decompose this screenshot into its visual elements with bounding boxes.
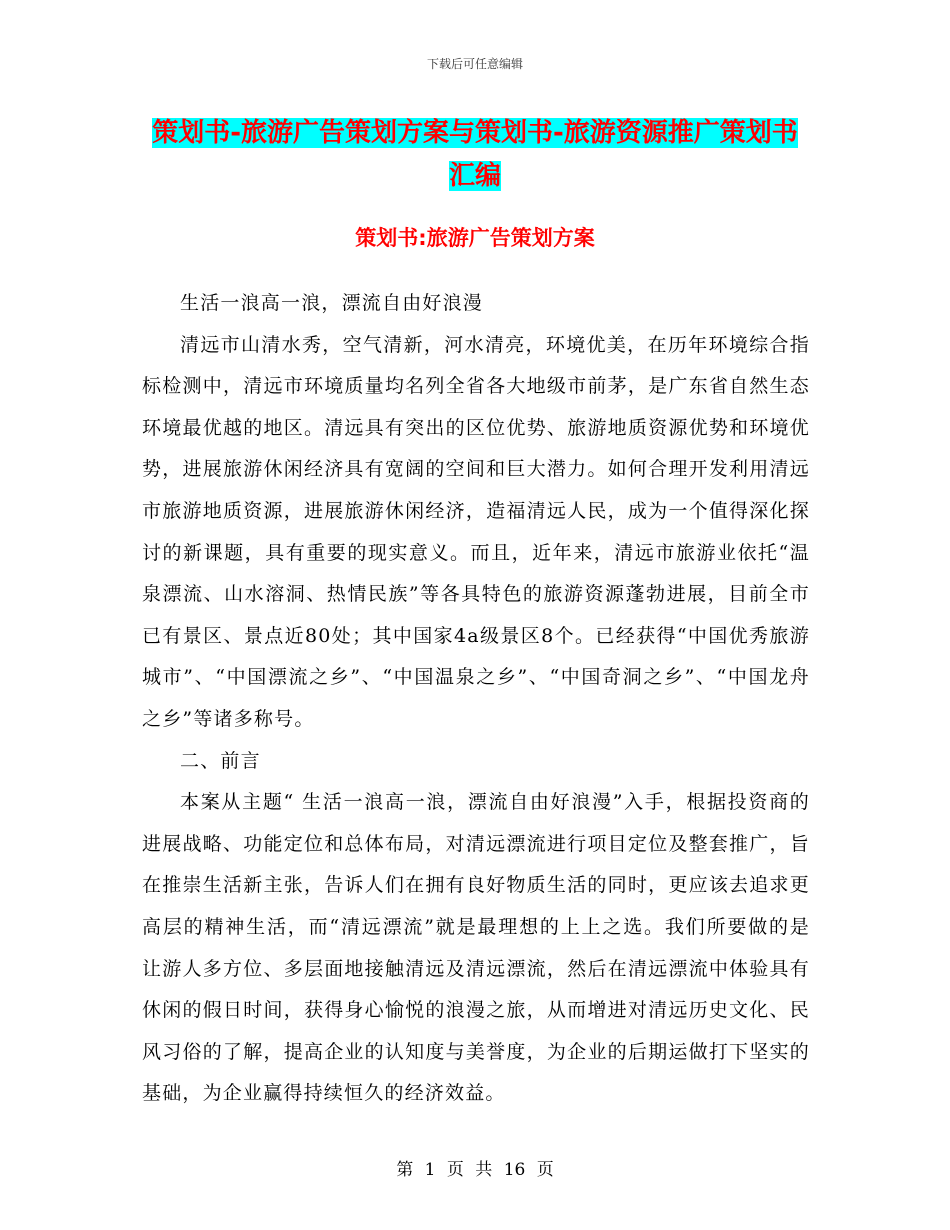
page-header-note: 下载后可任意编辑 bbox=[426, 57, 523, 71]
document-body bbox=[142, 283, 810, 1115]
paragraph-heading-preface: 二、前言 bbox=[180, 749, 261, 772]
paragraph-slogan: 生活一浪高一浪，漂流自由好浪漫 bbox=[180, 292, 484, 314]
paragraph-preface: 本案从主题“ 生活一浪高一浪，漂流自由好浪漫”入手，根据投资商的进展战略、功能定位和总体布局，对清远漂流进行项目定位及整套推广，旨在推崇生活新主张，告诉人们在拥有良好物质生活的同时，更应该去追求更高层的精神生活，而“清远漂流”就是最理想的上上之选。我们所要做的是让游人多方位、多层面地接触清远及清远漂流，然后在清远漂流中体验具有休闲的假日时间，获得身心愉悦的浪漫之旅，从而增进对清远历史文化、民风习俗的了解，提高企业的认知度与美誉度，为企业的后期运做打下坚实的基础，为企业赢得持续恒久的经济效益。 bbox=[142, 791, 810, 1105]
paragraph-introduction: 清远市山清水秀，空气清新，河水清亮，环境优美，在历年环境综合指标检测中，清远市环境质量均名列全省各大地级市前茅，是广东省自然生态环境最优越的地区。清远具有突出的区位优势、旅游地质资源优势和环境优势，进展旅游休闲经济具有宽阔的空间和巨大潜力。如何合理开发利用清远市旅游地质资源，进展旅游休闲经济，造福清远人民，成为一个值得深化探讨的新课题，具有重要的现实意义。而且，近年来，清远市旅游业依托“温泉漂流、山水溶洞、热情民族”等各具特色的旅游资源蓬勃进展，目前全市已有景区、景点近80处；其中国家4a级景区8个。已经获得“中国优秀旅游城市”、“中国漂流之乡”、“中国温泉之乡”、“中国奇洞之乡”、“中国龙舟之乡”等诸多称号。 bbox=[142, 333, 810, 730]
page-number-footer: 第 1 页 共 16 页 bbox=[396, 1160, 554, 1180]
document-title-text: 策划书-旅游广告策划方案与策划书-旅游资源推广策划书汇编 bbox=[152, 118, 798, 191]
section-title: 策划书:旅游广告策划方案 bbox=[355, 226, 595, 250]
document-title bbox=[140, 112, 810, 198]
